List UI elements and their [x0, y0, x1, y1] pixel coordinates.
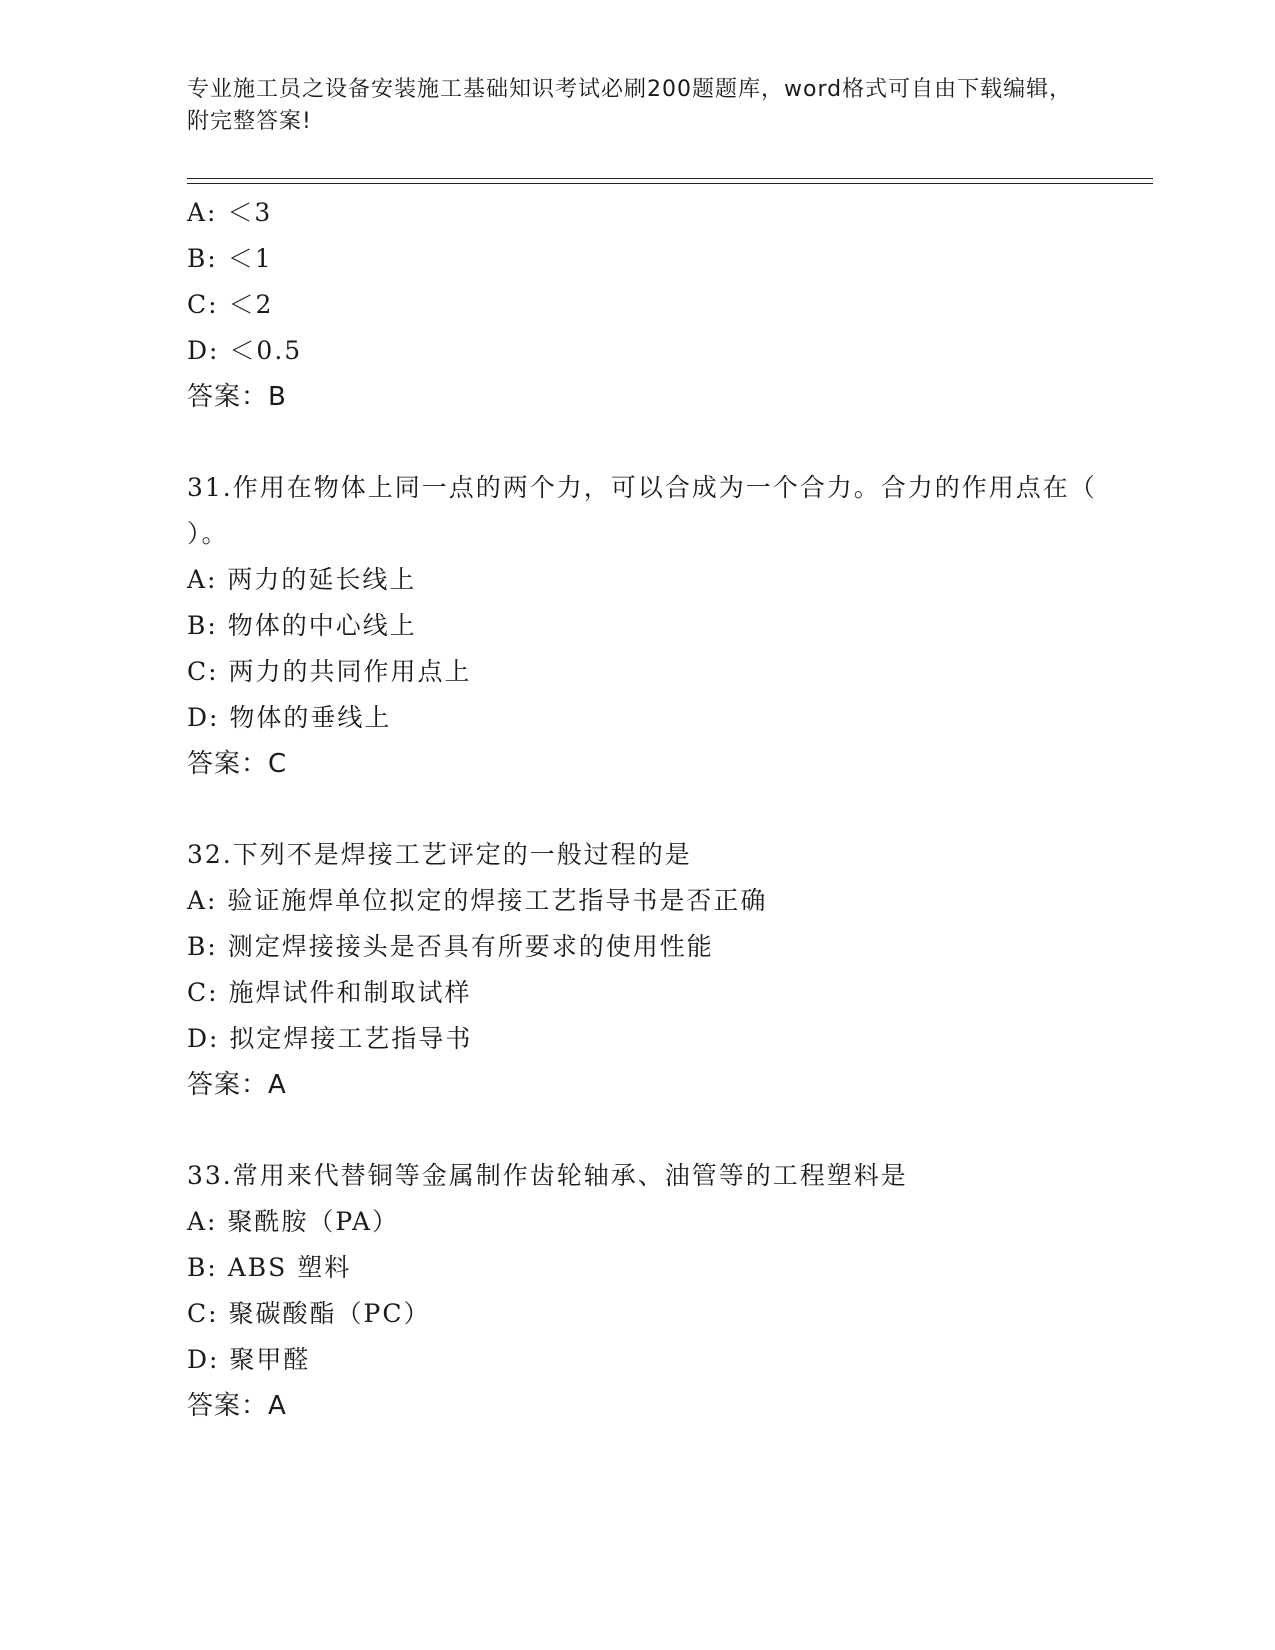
option-a: A: 验证施焊单位拟定的焊接工艺指导书是否正确 [187, 886, 768, 915]
option-d: D: 聚甲醛 [187, 1345, 311, 1374]
question-block-prev [187, 190, 1107, 420]
option-b: B: ＜1 [187, 244, 273, 273]
header-divider-top [187, 178, 1153, 179]
option-a: A: 聚酰胺（PA） [187, 1207, 400, 1236]
answer-label: 答案：C [187, 749, 288, 779]
question-stem: 31.作用在物体上同一点的两个力，可以合成为一个合力。合力的作用点在（ ）。 [187, 473, 1097, 548]
answer-label: 答案：A [187, 1391, 287, 1421]
question-stem: 33.常用来代替铜等金属制作齿轮轴承、油管等的工程塑料是 [187, 1161, 908, 1190]
spacer [187, 420, 1107, 465]
option-c: C: ＜2 [187, 290, 274, 319]
answer-label: 答案：A [187, 1070, 287, 1100]
question-content [187, 190, 1107, 1429]
option-b: B: 物体的中心线上 [187, 611, 417, 640]
question-block-31 [187, 465, 1107, 787]
question-block-33 [187, 1153, 1107, 1429]
spacer [187, 787, 1107, 832]
option-d: D: ＜0.5 [187, 336, 303, 365]
spacer [187, 1108, 1107, 1153]
document-header-title: 专业施工员之设备安装施工基础知识考试必刷200题题库，word格式可自由下载编辑，附完整答案! [187, 77, 1073, 134]
option-c: C: 施焊试件和制取试样 [187, 978, 472, 1007]
option-c: C: 两力的共同作用点上 [187, 657, 472, 686]
option-a: A: 两力的延长线上 [187, 565, 417, 594]
option-d: D: 物体的垂线上 [187, 703, 392, 732]
header-divider-bottom [187, 183, 1153, 184]
option-c: C: 聚碳酸酯（PC） [187, 1299, 431, 1328]
option-a: A: ＜3 [187, 198, 273, 227]
question-stem: 32.下列不是焊接工艺评定的一般过程的是 [187, 840, 692, 869]
option-b: B: 测定焊接接头是否具有所要求的使用性能 [187, 932, 714, 961]
answer-label: 答案：B [187, 382, 287, 412]
option-b: B: ABS 塑料 [187, 1253, 352, 1282]
question-block-32 [187, 832, 1107, 1108]
option-d: D: 拟定焊接工艺指导书 [187, 1024, 473, 1053]
